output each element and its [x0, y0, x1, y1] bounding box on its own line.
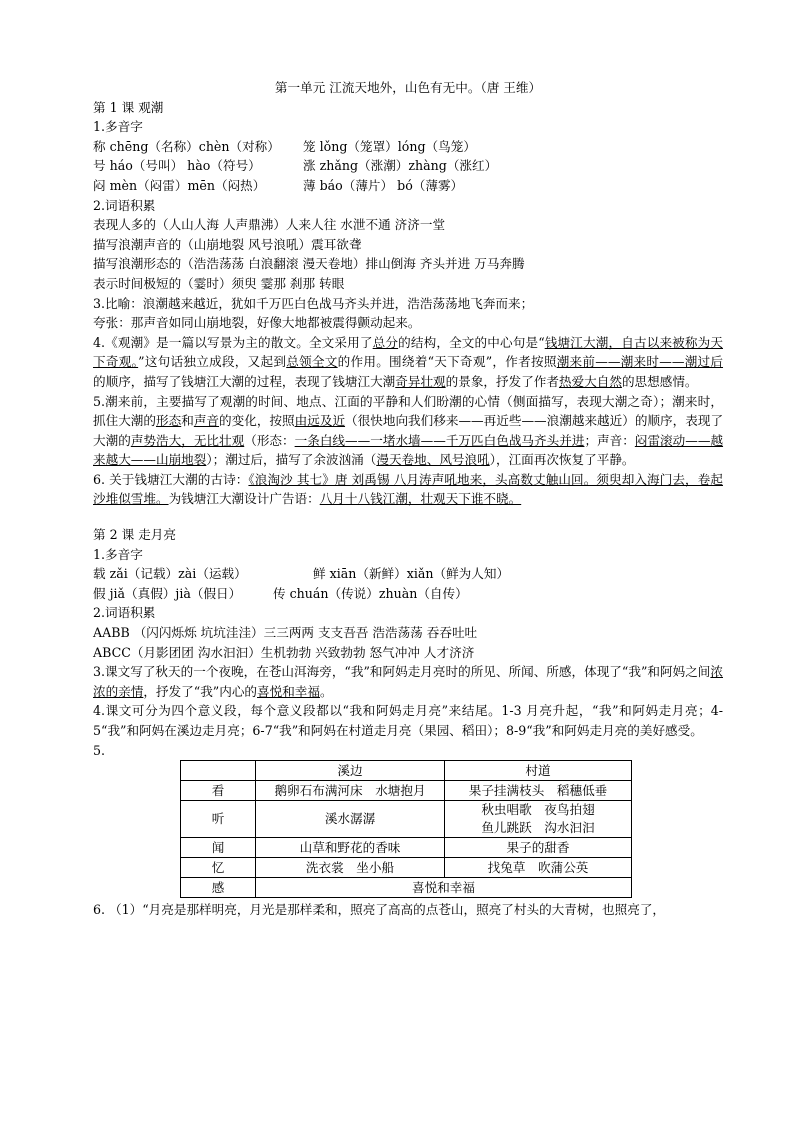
table-row-label: 看: [181, 781, 256, 801]
table-row-label: 感: [181, 878, 256, 898]
polyphone-item: 鲜 xiān（新鲜）xiǎn（鲜为人知）: [313, 566, 510, 582]
section-title: 2.词语积累: [93, 197, 156, 213]
underlined-text: 形态: [156, 413, 182, 429]
paragraph-3: [93, 662, 723, 701]
question-6: 6. （1）“月亮是那样明亮，月光是那样柔和，照亮了高高的点苍山，照亮了村头的大青树，也照亮了，: [93, 902, 666, 918]
text: 4.《观潮》是一篇以写景为主的散文。全文采用了: [93, 334, 373, 350]
table-cell-merged: 喜悦和幸福: [256, 878, 632, 898]
text: ”这句话独立成段，又起到: [138, 354, 287, 370]
table-header-row: [181, 761, 632, 781]
table-cell: 洗衣裳 坐小船: [256, 858, 445, 878]
text: ，抒发了“我”内心的: [143, 683, 258, 699]
text: 的作用。围绕着“天下奇观”，作者按照: [337, 354, 557, 370]
polyphone-item: 假 jiǎ（真假）jià（假日）: [93, 585, 242, 601]
polyphone-row: [93, 584, 723, 604]
summary-table: [180, 760, 632, 898]
underlined-text: 八月十八钱江潮，壮观天下谁不晓。: [319, 491, 522, 507]
table-cell-line: 秋虫唱歌 夜鸟拍翅: [481, 802, 595, 818]
table-cell: [445, 801, 632, 838]
text: 和: [181, 413, 194, 429]
text: 的结构，全文的中心句是“: [398, 334, 545, 350]
paragraph-6: [93, 470, 723, 509]
table-header-cell: 溪边: [256, 761, 445, 781]
section-title: 1.多音字: [93, 546, 143, 562]
vocab-line: 表示时间极短的（霎时）须臾 霎那 刹那 转眼: [93, 275, 345, 291]
underlined-text: 潮来前——潮来时——潮过后: [556, 354, 724, 370]
polyphone-item: 薄 báo（薄片） bó（薄雾）: [303, 177, 464, 193]
table-row-label: 忆: [181, 858, 256, 878]
text: 6. 关于钱塘江大潮的古诗：: [93, 471, 249, 487]
underlined-text: 声势浩大，无比壮观: [130, 432, 245, 448]
text: 为钱塘江大潮设计广告语：: [168, 491, 320, 507]
table-cell: 溪水潺潺: [256, 801, 445, 838]
polyphone-item: 传 chuán（传说）zhuàn（自传）: [273, 585, 468, 601]
lesson-heading: 第 2 课 走月亮: [93, 527, 176, 543]
text: ；声音：: [584, 432, 635, 448]
text: 3.课文写了秋天的一个夜晚，在苍山洱海旁，“我”和阿妈走月亮时的所见、所闻、所感，体现了“我”和阿妈之间: [93, 664, 711, 680]
text: 5.潮来前，主要描写了观潮的时间、地点、江面的平静和人们盼潮的心情（侧面描写，表现大潮之奇）；潮来时，抓住大潮的: [93, 393, 723, 429]
rhetoric-line: 3.比喻：浪潮越来越近，犹如千万匹白色战马齐头并进，浩浩荡荡地飞奔而来；: [93, 295, 534, 311]
text: 的景象，抒发了作者: [445, 373, 559, 389]
polyphone-item: 涨 zhǎng（涨潮）zhàng（涨红）: [303, 158, 498, 174]
table-cell: 果子的甜香: [445, 838, 632, 858]
polyphone-item: 称 chēng（名称）chèn（对称）: [93, 138, 280, 154]
underlined-text: 一条白线——一堵水墙——千万匹白色战马齐头并进: [294, 432, 585, 448]
text: （形态：: [244, 432, 295, 448]
table-row: [181, 781, 632, 801]
unit-title: 第一单元 江流天地外，山色有无中。（唐 王维）: [274, 80, 542, 95]
table-cell: 找兔草 吹蒲公英: [445, 858, 632, 878]
table-header-cell: 村道: [445, 761, 632, 781]
polyphone-row: [93, 156, 723, 176]
text: 的变化，按照: [219, 413, 295, 429]
table-row: [181, 801, 632, 838]
text: （很快地向我们移来——再近些——浪潮越来越近）的顺序，表现了大潮的: [93, 413, 724, 448]
text: 。: [319, 683, 333, 699]
polyphone-item: 笼 lǒng（笼罩）lóng（鸟笼）: [303, 138, 476, 154]
underlined-text: 闷雷滚动——越来越大——山崩地裂: [93, 432, 724, 468]
lesson-heading: 第 1 课 观潮: [93, 99, 164, 115]
polyphone-row: [93, 176, 723, 196]
paragraph-5: [93, 392, 723, 470]
vocab-line: 表现人多的（人山人海 人声鼎沸）人来人往 水泄不通 济济一堂: [93, 217, 446, 233]
table-cell: 山草和野花的香味: [256, 838, 445, 858]
table-cell: 鹅卵石布满河床 水塘抱月: [256, 781, 445, 801]
polyphone-row: [93, 564, 723, 584]
spacer: [93, 509, 723, 525]
rhetoric-line: 夸张：那声音如同山崩地裂，好像大地都被震得颤动起来。: [93, 315, 421, 331]
polyphone-row: [93, 137, 723, 157]
text: 的思想感情。: [621, 373, 698, 389]
item-label: 5.: [93, 742, 106, 758]
vocab-line: AABB （闪闪烁烁 坑坑洼洼）三三两两 支支吾吾 浩浩荡荡 吞吞吐吐: [93, 625, 478, 641]
table-header-cell: [181, 761, 256, 781]
table-row-label: 听: [181, 801, 256, 838]
text: ），江面再次恢复了平静。: [489, 452, 635, 468]
section-title: 1.多音字: [93, 119, 143, 135]
underlined-text: 漫天卷地、风号浪吼: [376, 452, 490, 468]
vocab-line: 描写浪潮声音的（山崩地裂 风号浪吼）震耳欲聋: [93, 236, 362, 252]
vocab-line: ABCC（月影团团 沟水汩汩）生机勃勃 兴致勃勃 怒气冲冲 人才济济: [93, 644, 475, 660]
underlined-text: 总分: [372, 334, 399, 350]
table-row-label: 闻: [181, 838, 256, 858]
polyphone-item: 号 háo（号叫） hào（符号）: [93, 158, 261, 174]
paragraph-4: [93, 333, 723, 392]
polyphone-item: 载 zǎi（记载）zài（运载）: [93, 566, 247, 582]
table-cell-line: 鱼儿跳跃 沟水汩汩: [481, 820, 595, 836]
underlined-text: 总领全文: [286, 354, 338, 370]
section-title: 2.词语积累: [93, 605, 156, 621]
underlined-text: 声音: [193, 413, 220, 429]
text: ）；潮过后，描写了余波汹涌（: [206, 452, 377, 468]
paragraph-4b: 4.课文可分为四个意义段，每个意义段都以“我和阿妈走月亮”来结尾。1-3 月亮升起，“我”和阿妈走月亮；4-5“我”和阿妈在溪边走月亮；6-7“我”和阿妈在村道走月亮（果园、稻田）；8-9“我”和阿妈走月亮的美好感受。: [93, 703, 723, 738]
underlined-text: 浓浓的亲情: [93, 664, 723, 699]
underlined-text: 钱塘江大潮，自古以来被称为天下奇观。: [93, 334, 723, 370]
table-row: [181, 878, 632, 898]
table-cell: 果子挂满枝头 稻穗低垂: [445, 781, 632, 801]
underlined-text: 奇异壮观: [395, 373, 446, 389]
underlined-text: 由远及近: [294, 413, 346, 429]
table-row: [181, 838, 632, 858]
underlined-text: 《浪淘沙 其七》唐 刘禹锡 八月涛声吼地来，头高数丈触山回。须臾却入海门去，卷起沙堆似雪堆。: [93, 471, 723, 507]
polyphone-item: 闷 mèn（闷雷）mēn（闷热）: [93, 177, 266, 193]
document-page: [93, 78, 723, 920]
text: 的顺序，描写了钱塘江大潮的过程，表现了钱塘江大潮: [93, 373, 396, 389]
underlined-text: 热爱大自然: [558, 373, 622, 389]
vocab-line: 描写浪潮形态的（浩浩荡荡 白浪翻滚 漫天卷地）排山倒海 齐头并进 万马奔腾: [93, 256, 525, 272]
underlined-text: 喜悦和幸福: [257, 683, 320, 699]
table-row: [181, 858, 632, 878]
